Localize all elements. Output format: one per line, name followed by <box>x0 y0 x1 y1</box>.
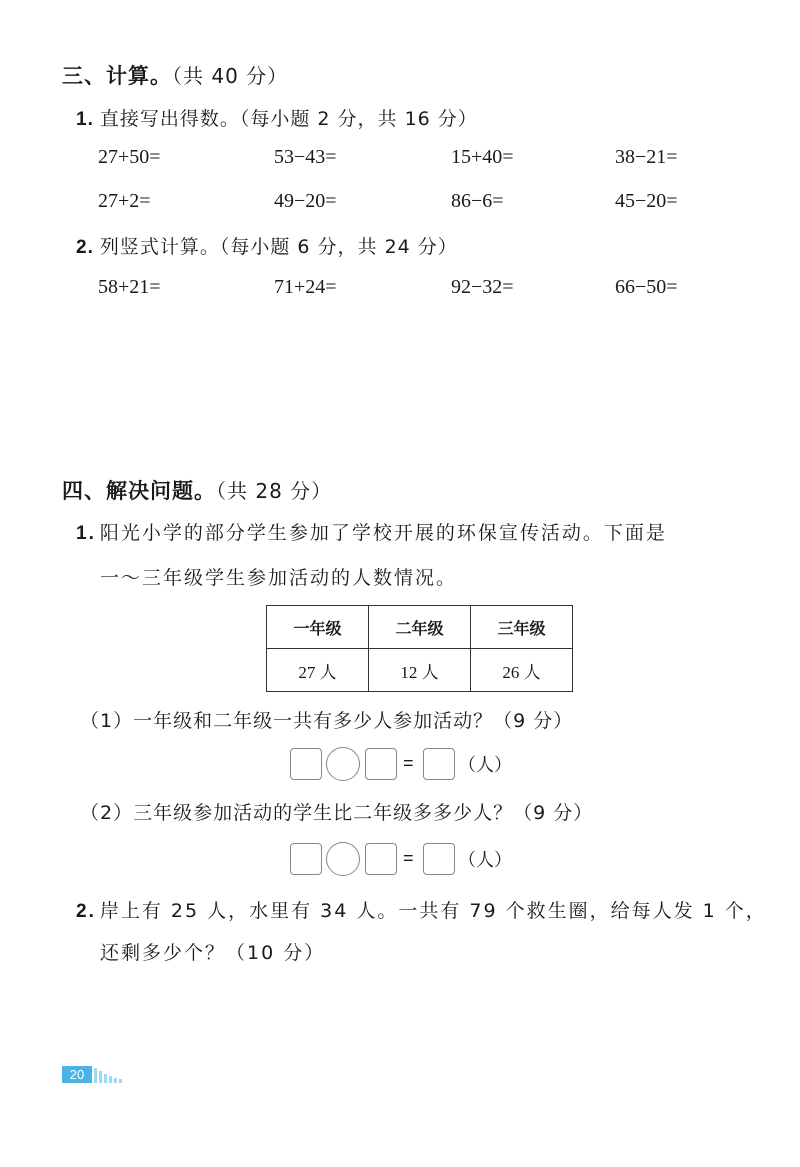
table-cell: 12 人 <box>369 649 471 692</box>
equals-sign: = <box>403 848 414 868</box>
equation: 53−43= <box>274 146 337 168</box>
sub-question-1: （1）一年级和二年级一共有多少人参加活动？（9 分） <box>80 710 574 732</box>
equation: 92−32= <box>451 276 514 298</box>
decorative-bars-icon <box>94 1066 124 1083</box>
question-4-2-line2: 还剩多少个？（10 分） <box>100 942 326 964</box>
equation: 49−20= <box>274 190 337 212</box>
table-cell: 27 人 <box>267 649 369 692</box>
question-3-1: 1. 直接写出得数。（每小题 2 分，共 16 分） <box>76 108 478 130</box>
question-4-1-line1: 1. 阳光小学的部分学生参加了学校开展的环保宣传活动。下面是 <box>76 522 667 544</box>
equation: 27+50= <box>98 146 161 168</box>
answer-box[interactable] <box>365 843 397 875</box>
table-row <box>267 606 573 649</box>
question-4-1-line2: 一～三年级学生参加活动的人数情况。 <box>100 567 458 589</box>
answer-box[interactable] <box>365 748 397 780</box>
table-row <box>267 649 573 692</box>
unit-label: （人） <box>458 755 512 776</box>
table-cell: 26 人 <box>471 649 573 692</box>
question-3-2: 2. 列竖式计算。（每小题 6 分，共 24 分） <box>76 236 458 258</box>
operator-circle[interactable] <box>326 747 360 781</box>
equation: 27+2= <box>98 190 151 212</box>
sub-question-2: （2）三年级参加活动的学生比二年级多多少人？（9 分） <box>80 802 594 824</box>
answer-box[interactable] <box>423 748 455 780</box>
equation: 45−20= <box>615 190 678 212</box>
table-header: 一年级 <box>267 606 369 649</box>
equation: 15+40= <box>451 146 514 168</box>
section-4-title: 四、解决问题。（共 28 分） <box>62 479 333 503</box>
table-header: 三年级 <box>471 606 573 649</box>
grade-table <box>266 605 573 692</box>
page-number: 20 <box>62 1066 92 1083</box>
equation: 66−50= <box>615 276 678 298</box>
unit-label: （人） <box>458 850 512 871</box>
equation: 58+21= <box>98 276 161 298</box>
equation: 71+24= <box>274 276 337 298</box>
answer-box[interactable] <box>290 748 322 780</box>
equation: 86−6= <box>451 190 504 212</box>
operator-circle[interactable] <box>326 842 360 876</box>
equals-sign: = <box>403 753 414 773</box>
answer-box[interactable] <box>290 843 322 875</box>
answer-box[interactable] <box>423 843 455 875</box>
equation: 38−21= <box>615 146 678 168</box>
section-3-title: 三、计算。（共 40 分） <box>62 64 289 88</box>
table-header: 二年级 <box>369 606 471 649</box>
question-4-2-line1: 2. 岸上有 25 人，水里有 34 人。一共有 79 个救生圈，给每人发 1 个， <box>76 900 767 922</box>
